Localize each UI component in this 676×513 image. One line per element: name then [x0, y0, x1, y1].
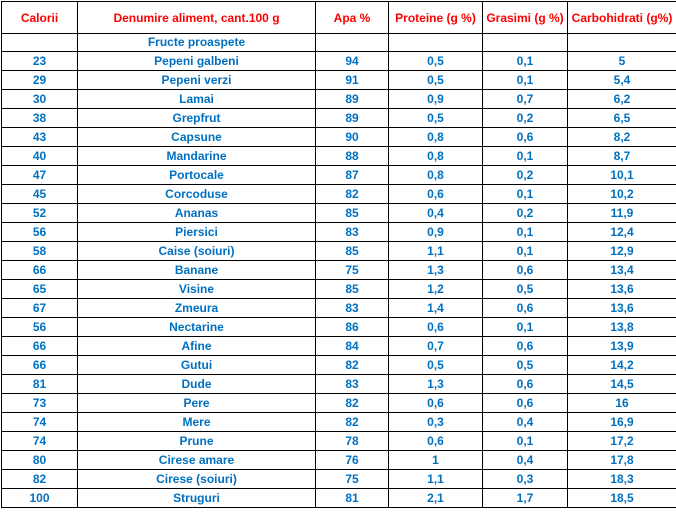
section-row — [2, 34, 676, 52]
cell-carbohidrati: 13,9 — [568, 337, 676, 356]
cell-apa: 75 — [316, 470, 389, 489]
cell-grasimi: 0,6 — [483, 375, 568, 394]
cell-grasimi: 0,6 — [483, 337, 568, 356]
cell-grasimi: 0,1 — [483, 223, 568, 242]
cell-proteine: 0,5 — [389, 52, 483, 71]
cell-carbohidrati: 14,2 — [568, 356, 676, 375]
cell-grasimi: 0,1 — [483, 242, 568, 261]
cell-grasimi: 0,1 — [483, 318, 568, 337]
cell-grasimi: 0,4 — [483, 451, 568, 470]
cell-calorii: 38 — [2, 109, 78, 128]
header-calorii: Calorii — [2, 2, 78, 34]
cell-denumire: Banane — [78, 261, 316, 280]
table-row — [2, 128, 676, 147]
cell-denumire: Mandarine — [78, 147, 316, 166]
cell-apa: 85 — [316, 242, 389, 261]
cell-apa: 84 — [316, 337, 389, 356]
cell-denumire: Capsune — [78, 128, 316, 147]
table-row — [2, 470, 676, 489]
cell-denumire: Pere — [78, 394, 316, 413]
header-row — [2, 2, 676, 34]
cell-denumire: Mere — [78, 413, 316, 432]
cell-apa: 82 — [316, 413, 389, 432]
cell-denumire: Grepfrut — [78, 109, 316, 128]
cell-grasimi: 0,1 — [483, 52, 568, 71]
header-proteine: Proteine (g %) — [389, 2, 483, 34]
table-row — [2, 432, 676, 451]
cell-denumire: Corcoduse — [78, 185, 316, 204]
cell-carbohidrati: 11,9 — [568, 204, 676, 223]
cell-calorii: 74 — [2, 432, 78, 451]
cell-proteine: 0,5 — [389, 356, 483, 375]
cell-calorii: 73 — [2, 394, 78, 413]
cell-denumire: Cirese amare — [78, 451, 316, 470]
table-row — [2, 223, 676, 242]
cell-grasimi: 0,2 — [483, 166, 568, 185]
table-row — [2, 166, 676, 185]
cell-proteine: 1,4 — [389, 299, 483, 318]
cell-apa: 86 — [316, 318, 389, 337]
table-row — [2, 280, 676, 299]
table-row — [2, 242, 676, 261]
cell-apa: 83 — [316, 375, 389, 394]
cell-apa: 94 — [316, 52, 389, 71]
cell-carbohidrati: 16 — [568, 394, 676, 413]
cell-carbohidrati: 10,1 — [568, 166, 676, 185]
table-row — [2, 52, 676, 71]
cell-denumire: Dude — [78, 375, 316, 394]
cell-calorii: 30 — [2, 90, 78, 109]
section-cell-empty — [2, 34, 78, 52]
cell-apa: 85 — [316, 204, 389, 223]
cell-apa: 85 — [316, 280, 389, 299]
cell-proteine: 1,2 — [389, 280, 483, 299]
cell-denumire: Portocale — [78, 166, 316, 185]
cell-grasimi: 0,4 — [483, 413, 568, 432]
cell-calorii: 66 — [2, 356, 78, 375]
cell-grasimi: 0,6 — [483, 394, 568, 413]
cell-denumire: Ananas — [78, 204, 316, 223]
cell-carbohidrati: 12,9 — [568, 242, 676, 261]
cell-calorii: 23 — [2, 52, 78, 71]
cell-denumire: Visine — [78, 280, 316, 299]
section-cell-empty — [568, 34, 676, 52]
header-apa: Apa % — [316, 2, 389, 34]
cell-apa: 78 — [316, 432, 389, 451]
cell-carbohidrati: 18,5 — [568, 489, 676, 508]
cell-carbohidrati: 8,2 — [568, 128, 676, 147]
cell-carbohidrati: 17,2 — [568, 432, 676, 451]
cell-proteine: 0,8 — [389, 147, 483, 166]
cell-apa: 89 — [316, 109, 389, 128]
header-grasimi: Grasimi (g %) — [483, 2, 568, 34]
cell-calorii: 66 — [2, 337, 78, 356]
cell-proteine: 0,6 — [389, 394, 483, 413]
cell-apa: 83 — [316, 223, 389, 242]
cell-proteine: 0,4 — [389, 204, 483, 223]
cell-apa: 89 — [316, 90, 389, 109]
cell-denumire: Piersici — [78, 223, 316, 242]
cell-grasimi: 0,6 — [483, 128, 568, 147]
cell-apa: 82 — [316, 394, 389, 413]
cell-carbohidrati: 13,4 — [568, 261, 676, 280]
cell-proteine: 0,5 — [389, 109, 483, 128]
cell-grasimi: 0,5 — [483, 280, 568, 299]
cell-proteine: 0,9 — [389, 223, 483, 242]
cell-proteine: 2,1 — [389, 489, 483, 508]
section-cell-empty — [389, 34, 483, 52]
cell-denumire: Afine — [78, 337, 316, 356]
cell-calorii: 40 — [2, 147, 78, 166]
cell-grasimi: 0,1 — [483, 185, 568, 204]
cell-proteine: 0,6 — [389, 432, 483, 451]
cell-carbohidrati: 5 — [568, 52, 676, 71]
cell-grasimi: 0,1 — [483, 71, 568, 90]
section-cell-empty — [483, 34, 568, 52]
cell-denumire: Prune — [78, 432, 316, 451]
cell-calorii: 56 — [2, 223, 78, 242]
cell-proteine: 1,3 — [389, 375, 483, 394]
cell-apa: 90 — [316, 128, 389, 147]
table-row — [2, 109, 676, 128]
cell-proteine: 1,3 — [389, 261, 483, 280]
section-cell-empty — [316, 34, 389, 52]
cell-apa: 82 — [316, 185, 389, 204]
table-row — [2, 90, 676, 109]
cell-calorii: 56 — [2, 318, 78, 337]
cell-grasimi: 0,1 — [483, 147, 568, 166]
cell-proteine: 0,8 — [389, 128, 483, 147]
cell-carbohidrati: 13,6 — [568, 299, 676, 318]
cell-denumire: Pepeni verzi — [78, 71, 316, 90]
cell-proteine: 0,7 — [389, 337, 483, 356]
cell-proteine: 0,6 — [389, 185, 483, 204]
cell-carbohidrati: 6,2 — [568, 90, 676, 109]
cell-denumire: Gutui — [78, 356, 316, 375]
cell-apa: 75 — [316, 261, 389, 280]
cell-calorii: 82 — [2, 470, 78, 489]
cell-apa: 82 — [316, 356, 389, 375]
cell-carbohidrati: 13,6 — [568, 280, 676, 299]
cell-calorii: 66 — [2, 261, 78, 280]
cell-carbohidrati: 12,4 — [568, 223, 676, 242]
cell-grasimi: 0,1 — [483, 432, 568, 451]
cell-grasimi: 1,7 — [483, 489, 568, 508]
cell-grasimi: 0,6 — [483, 299, 568, 318]
cell-calorii: 67 — [2, 299, 78, 318]
cell-calorii: 45 — [2, 185, 78, 204]
cell-proteine: 0,8 — [389, 166, 483, 185]
header-denumire: Denumire aliment, cant.100 g — [78, 2, 316, 34]
cell-calorii: 47 — [2, 166, 78, 185]
cell-proteine: 1,1 — [389, 242, 483, 261]
cell-grasimi: 0,2 — [483, 204, 568, 223]
cell-carbohidrati: 6,5 — [568, 109, 676, 128]
cell-grasimi: 0,6 — [483, 261, 568, 280]
table-row — [2, 394, 676, 413]
cell-proteine: 0,9 — [389, 90, 483, 109]
cell-proteine: 1,1 — [389, 470, 483, 489]
cell-denumire: Nectarine — [78, 318, 316, 337]
table-row — [2, 356, 676, 375]
cell-carbohidrati: 5,4 — [568, 71, 676, 90]
table-row — [2, 147, 676, 166]
table-row — [2, 489, 676, 508]
cell-calorii: 65 — [2, 280, 78, 299]
cell-grasimi: 0,3 — [483, 470, 568, 489]
table-row — [2, 261, 676, 280]
section-label: Fructe proaspete — [78, 34, 316, 52]
cell-grasimi: 0,2 — [483, 109, 568, 128]
cell-grasimi: 0,7 — [483, 90, 568, 109]
cell-carbohidrati: 8,7 — [568, 147, 676, 166]
cell-calorii: 43 — [2, 128, 78, 147]
cell-carbohidrati: 14,5 — [568, 375, 676, 394]
cell-calorii: 100 — [2, 489, 78, 508]
cell-proteine: 1 — [389, 451, 483, 470]
table-row — [2, 185, 676, 204]
cell-apa: 76 — [316, 451, 389, 470]
cell-carbohidrati: 13,8 — [568, 318, 676, 337]
table-row — [2, 71, 676, 90]
table-row — [2, 337, 676, 356]
cell-denumire: Pepeni galbeni — [78, 52, 316, 71]
cell-calorii: 29 — [2, 71, 78, 90]
cell-apa: 87 — [316, 166, 389, 185]
cell-calorii: 52 — [2, 204, 78, 223]
table-row — [2, 375, 676, 394]
cell-apa: 81 — [316, 489, 389, 508]
cell-calorii: 74 — [2, 413, 78, 432]
table-row — [2, 318, 676, 337]
cell-calorii: 81 — [2, 375, 78, 394]
cell-apa: 91 — [316, 71, 389, 90]
cell-grasimi: 0,5 — [483, 356, 568, 375]
nutrition-table — [1, 1, 676, 508]
cell-carbohidrati: 16,9 — [568, 413, 676, 432]
cell-apa: 83 — [316, 299, 389, 318]
cell-carbohidrati: 17,8 — [568, 451, 676, 470]
cell-denumire: Cirese (soiuri) — [78, 470, 316, 489]
cell-apa: 88 — [316, 147, 389, 166]
cell-calorii: 58 — [2, 242, 78, 261]
cell-proteine: 0,3 — [389, 413, 483, 432]
table-row — [2, 299, 676, 318]
cell-calorii: 80 — [2, 451, 78, 470]
cell-denumire: Struguri — [78, 489, 316, 508]
cell-denumire: Caise (soiuri) — [78, 242, 316, 261]
cell-carbohidrati: 10,2 — [568, 185, 676, 204]
cell-denumire: Lamai — [78, 90, 316, 109]
cell-proteine: 0,6 — [389, 318, 483, 337]
table-row — [2, 204, 676, 223]
header-carbohidrati: Carbohidrati (g%) — [568, 2, 676, 34]
cell-carbohidrati: 18,3 — [568, 470, 676, 489]
table-row — [2, 451, 676, 470]
cell-denumire: Zmeura — [78, 299, 316, 318]
cell-proteine: 0,5 — [389, 71, 483, 90]
table-row — [2, 413, 676, 432]
